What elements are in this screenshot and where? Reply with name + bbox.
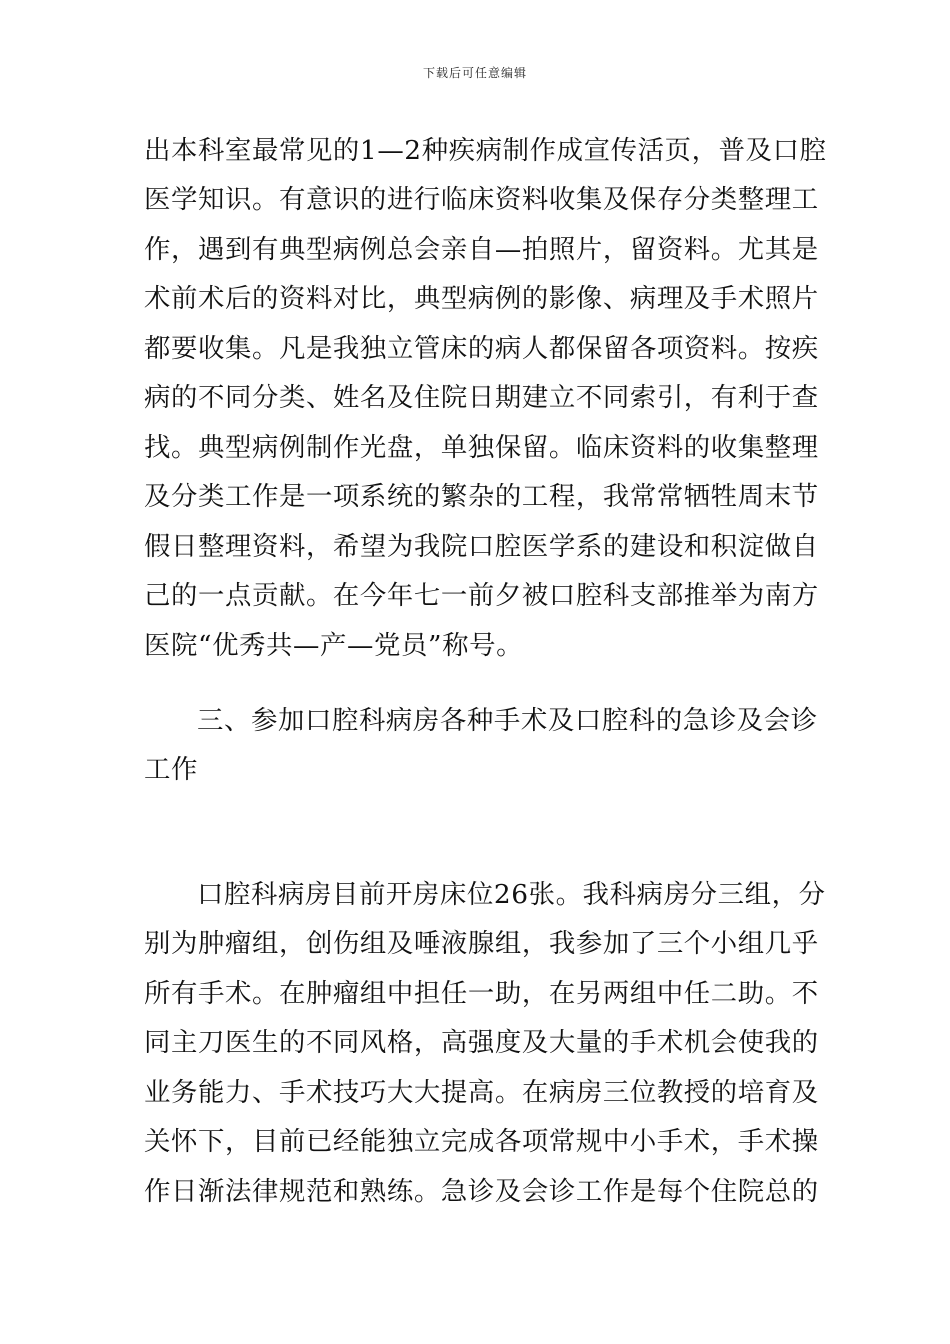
paragraph-line: 找。典型病例制作光盘，单独保留。临床资料的收集整理	[144, 432, 819, 463]
page-header: 下载后可任意编辑	[422, 66, 527, 80]
section-heading: 工作	[144, 754, 198, 785]
paragraph-line: 术前术后的资料对比，典型病例的影像、病理及手术照片	[144, 283, 819, 314]
paragraph-line: 作，遇到有典型病例总会亲自—拍照片，留资料。尤其是	[144, 234, 819, 265]
section-heading: 三、参加口腔科病房各种手术及口腔科的急诊及会诊	[197, 705, 818, 736]
paragraph-line: 口腔科病房目前开房床位26张。我科病房分三组，分	[197, 879, 826, 910]
paragraph-line: 病的不同分类、姓名及住院日期建立不同索引，有利于查	[144, 382, 819, 413]
paragraph-line: 医院“优秀共—产—党员”称号。	[144, 630, 524, 661]
paragraph-line: 出本科室最常见的1—2种疾病制作成宣传活页，普及口腔	[144, 135, 827, 166]
paragraph-line: 假日整理资料，希望为我院口腔医学系的建设和积淀做自	[144, 531, 819, 562]
paragraph-line: 及分类工作是一项系统的繁杂的工程，我常常牺牲周末节	[144, 481, 819, 512]
paragraph-line: 作日渐法律规范和熟练。急诊及会诊工作是每个住院总的	[144, 1176, 819, 1207]
paragraph-line: 业务能力、手术技巧大大提高。在病房三位教授的培育及	[144, 1077, 819, 1108]
paragraph-line: 同主刀医生的不同风格，高强度及大量的手术机会使我的	[144, 1027, 819, 1058]
paragraph-line: 己的一点贡献。在今年七一前夕被口腔科支部推举为南方	[144, 580, 819, 611]
paragraph-line: 别为肿瘤组，创伤组及唾液腺组，我参加了三个小组几乎	[144, 928, 819, 959]
paragraph-line: 关怀下，目前已经能独立完成各项常规中小手术，手术操	[144, 1126, 819, 1157]
paragraph-line: 都要收集。凡是我独立管床的病人都保留各项资料。按疾	[144, 333, 819, 364]
paragraph-line: 医学知识。有意识的进行临床资料收集及保存分类整理工	[144, 184, 819, 215]
paragraph-line: 所有手术。在肿瘤组中担任一助，在另两组中任二助。不	[144, 978, 819, 1009]
